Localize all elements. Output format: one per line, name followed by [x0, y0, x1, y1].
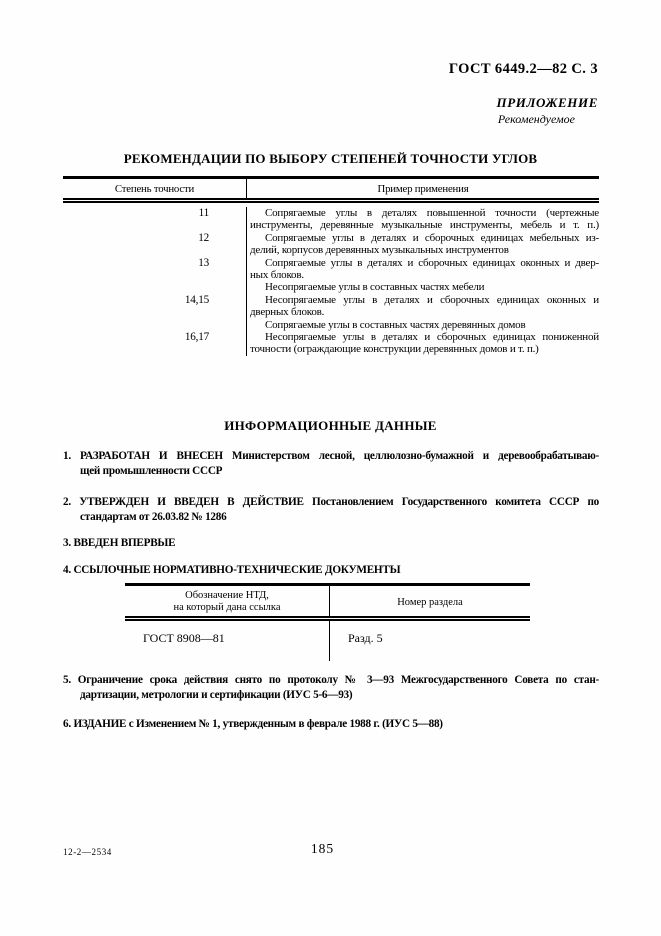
example-line: точности (ограждающие конструкции деревянных домов и т. п.)	[250, 343, 539, 356]
print-order-code: 12-2—2534	[63, 847, 112, 857]
info-line: 1. РАЗРАБОТАН И ВНЕСЕН Министерством лесной, целлюлозно-бумажной и деревообрабатываю-	[63, 450, 599, 462]
column-header-ntd	[125, 586, 330, 616]
annex-type: Рекомендуемое	[497, 112, 575, 126]
degree-value: 16,17	[63, 331, 247, 356]
example-line: ных блоков.	[250, 269, 304, 282]
example-cell	[247, 207, 599, 232]
degree-value: 12	[63, 232, 247, 257]
example-line: Сопрягаемые углы в составных частях деревянных домов	[265, 318, 526, 331]
example-line: Несопрягаемые углы в деталях и сборочных единицах пониженной	[265, 331, 599, 344]
degree-value: 13	[63, 257, 247, 294]
info-line: 3. ВВЕДЕН ВПЕРВЫЕ	[63, 537, 176, 549]
info-line: щей промышленности СССР	[80, 465, 223, 477]
example-line: Несопрягаемые углы в деталях и сборочных единицах оконных и	[265, 293, 599, 306]
info-line: 2. УТВЕРЖДЕН И ВВЕДЕН В ДЕЙСТВИЕ Постановлением Государственного комитета СССР по	[63, 496, 599, 508]
section-value: Разд. 5	[348, 631, 383, 645]
example-line: инструменты, деревянные музыкальные инструменты, мебель и т. п.)	[250, 219, 599, 232]
info-line: 4. ССЫЛОЧНЫЕ НОРМАТИВНО-ТЕХНИЧЕСКИЕ ДОКУМЕНТЫ	[63, 564, 401, 576]
table-row	[63, 294, 599, 331]
info-item-5	[63, 673, 599, 703]
page-title: РЕКОМЕНДАЦИИ ПО ВЫБОРУ СТЕПЕНЕЙ ТОЧНОСТИ УГЛОВ	[123, 151, 538, 166]
page-number: 185	[310, 841, 335, 856]
header-line: на который дана ссылка	[173, 601, 281, 613]
table-row	[63, 232, 599, 257]
example-cell	[247, 257, 599, 294]
ntd-value: ГОСТ 8908—81	[125, 621, 330, 661]
column-header-section: Номер раздела	[397, 597, 463, 608]
example-line: Сопрягаемые углы в деталях повышенной точности (чертежные	[265, 207, 599, 219]
info-item-1	[63, 449, 599, 479]
info-item-2	[63, 495, 599, 525]
reference-table-header	[125, 586, 530, 621]
table-row	[125, 621, 530, 661]
table-row	[63, 207, 599, 232]
example-line: Несопрягаемые углы в составных частях мебели	[265, 281, 485, 294]
info-item-4	[63, 563, 599, 578]
accuracy-table-header	[63, 179, 599, 203]
degree-value: 14,15	[63, 294, 247, 331]
column-header-degree: Степень точности	[63, 179, 247, 198]
degree-value: 11	[63, 207, 247, 232]
info-item-6	[63, 717, 599, 732]
info-line: 6. ИЗДАНИЕ с Изменением № 1, утвержденным в феврале 1988 г. (ИУС 5—88)	[63, 718, 443, 730]
annex-label: ПРИЛОЖЕНИЕ	[496, 95, 598, 110]
info-line: 5. Ограничение срока действия снято по протоколу № 3—93 Межгосударственного Совета по стан-	[63, 674, 599, 686]
table-row	[63, 331, 599, 356]
example-line: Сопрягаемые углы в деталях и сборочных единицах оконных и двер-	[265, 256, 599, 269]
example-cell	[247, 232, 599, 257]
gost-number: ГОСТ 6449.2—82 С. 3	[448, 61, 598, 77]
example-line: Сопрягаемые углы в деталях и сборочных единицах мебельных из-	[265, 231, 599, 244]
example-line: дверных блоков.	[250, 306, 325, 319]
accuracy-table-body	[63, 203, 599, 356]
info-section-title: ИНФОРМАЦИОННЫЕ ДАННЫЕ	[224, 418, 437, 433]
example-line: делий, корпусов деревянных музыкальных инструментов	[250, 244, 509, 257]
example-cell	[247, 331, 599, 356]
document-header	[449, 61, 598, 127]
accuracy-table	[63, 176, 599, 356]
info-line: дартизации, метрологии и сертификации (ИУС 5-6—93)	[80, 689, 353, 701]
info-item-3	[63, 536, 599, 551]
table-row	[63, 257, 599, 294]
info-section	[63, 449, 599, 732]
header-line: Обозначение НТД,	[185, 590, 269, 601]
column-header-example: Пример применения	[377, 183, 469, 195]
info-line: стандартам от 26.03.82 № 1286	[80, 511, 227, 523]
example-cell	[247, 294, 599, 331]
reference-table	[125, 583, 530, 661]
